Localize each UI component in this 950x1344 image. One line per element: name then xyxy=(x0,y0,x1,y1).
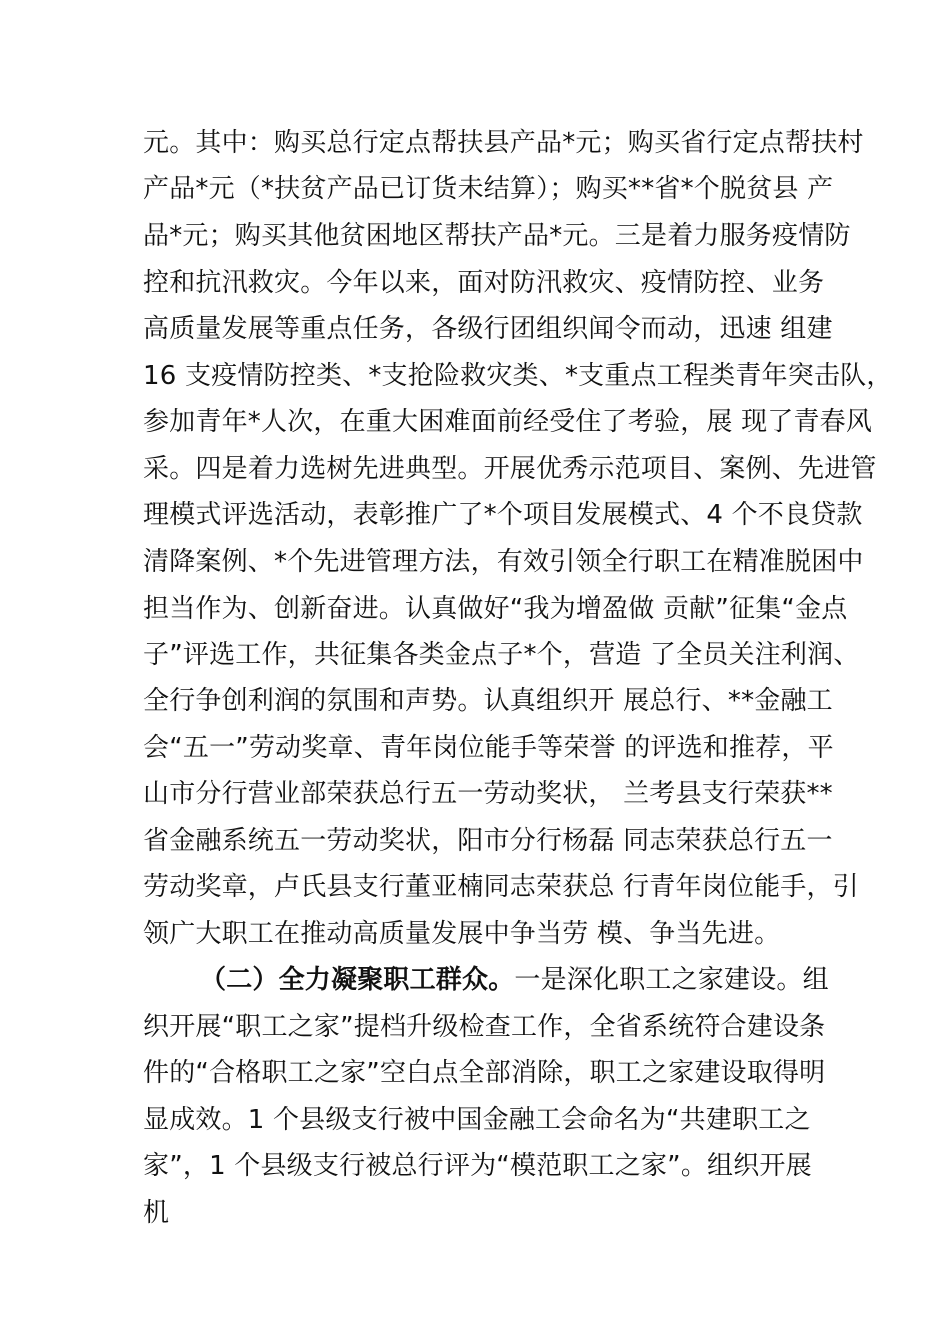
body-line: 清降案例、*个先进管理方法，有效引领全行职工在精准脱困中 xyxy=(143,547,864,577)
body-line: 16 支疫情防控类、*支抢险救灾类、*支重点工程类青年突击队， xyxy=(143,361,893,391)
body-line: 品*元；购买其他贫困地区帮扶产品*元。三是着力服务疫情防 xyxy=(143,221,851,251)
body-line: 元。其中：购买总行定点帮扶县产品*元；购买省行定点帮扶村 xyxy=(143,128,864,158)
section-first-line xyxy=(200,965,829,995)
body-line: 织开展“职工之家”提档升级检查工作，全省系统符合建设条 xyxy=(143,1012,826,1042)
body-line: 参加青年*人次，在重大困难面前经受住了考验，展 现了青春风 xyxy=(143,407,873,437)
body-line: 控和抗汛救灾。今年以来，面对防汛救灾、疫情防控、业务 xyxy=(143,268,825,298)
body-line: 全行争创利润的氛围和声势。认真组织开 展总行、**金融工 xyxy=(143,686,833,716)
body-line: 子”评选工作，共征集各类金点子*个，营造 了全员关注利润、 xyxy=(143,640,860,670)
body-line: 省金融系统五一劳动奖状，阳市分行杨磊 同志荣获总行五一 xyxy=(143,826,833,856)
body-line: 件的“合格职工之家”空白点全部消除，职工之家建设取得明 xyxy=(143,1058,826,1088)
body-line: 担当作为、创新奋进。认真做好“我为增盈做 贡献”征集“金点 xyxy=(143,594,848,624)
body-line: 显成效。1 个县级支行被中国金融工会命名为“共建职工之 xyxy=(143,1105,811,1135)
body-line: 产品*元（*扶贫产品已订货未结算）；购买**省*个脱贫县 产 xyxy=(143,174,834,204)
body-line: 采。四是着力选树先进典型。开展优秀示范项目、案例、先进管 xyxy=(143,454,877,484)
body-line: 理模式评选活动，表彰推广了*个项目发展模式、4 个不良贷款 xyxy=(143,500,863,530)
body-line: 家”，1 个县级支行被总行评为“模范职工之家”。组织开展 xyxy=(143,1151,812,1181)
body-line: 领广大职工在推动高质量发展中争当劳 模、争当先进。 xyxy=(143,919,781,949)
body-line: 机 xyxy=(143,1198,170,1228)
body-line: 劳动奖章，卢氏县支行董亚楠同志荣获总 行青年岗位能手，引 xyxy=(143,872,859,902)
section-first-line-text: 一是深化职工之家建设。组 xyxy=(514,965,829,995)
body-line: 高质量发展等重点任务，各级行团组织闻令而动，迅速 组建 xyxy=(143,314,833,344)
body-line: 山市分行营业部荣获总行五一劳动奖状， 兰考县支行荣获** xyxy=(143,779,833,809)
body-line: 会“五一”劳动奖章、青年岗位能手等荣誉 的评选和推荐，平 xyxy=(143,733,834,763)
section-heading: （二）全力凝聚职工群众。 xyxy=(200,965,515,995)
